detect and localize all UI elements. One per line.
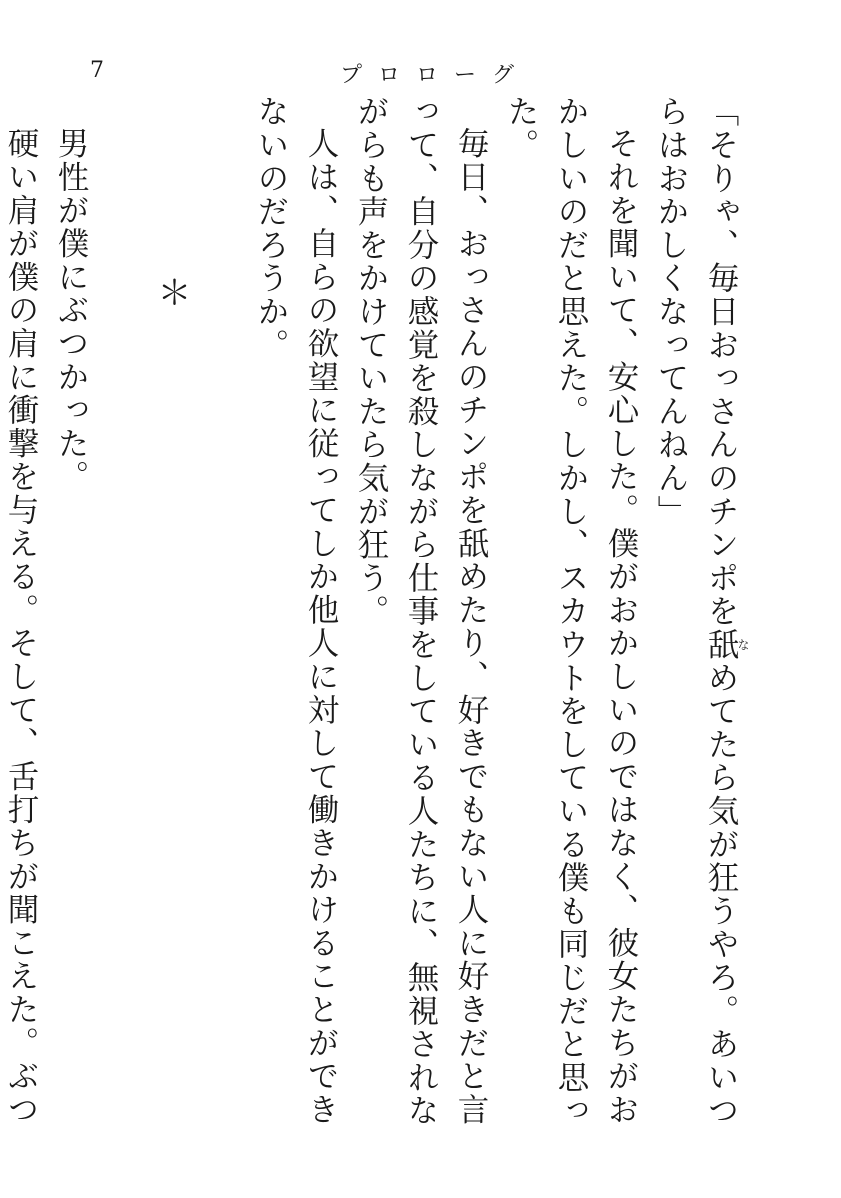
chapter-title: プロローグ — [340, 63, 531, 88]
paragraph: 人は、自らの欲望に従ってしか他人に対して働きかけることができないのだろうか。 — [253, 95, 339, 1126]
body-text — [3, 95, 750, 1135]
paragraph: 「そりゃ、毎日おっさんのチンポを舐なめてたら気が狂うやろ。あいつらはおかしくなってんねん」 — [653, 95, 750, 1128]
paragraph: 男性が僕にぶつかった。 — [53, 126, 89, 493]
blank-line — [96, 95, 146, 1135]
paragraph: 硬い肩が僕の肩に衝撃を与える。そして、舌打ちが聞こえた。ぶつ — [3, 126, 39, 1126]
page-number: 7 — [90, 58, 104, 83]
ruby-word: 舐な — [703, 627, 750, 662]
blank-line — [196, 95, 246, 1135]
paragraph: それを聞いて、安心した。僕がおかしいのではなく、彼女たちがおかしいのだと思えた。しかし、スカウトをしている僕も同じだと思った。 — [503, 95, 639, 1128]
section-separator: ＊ — [151, 275, 191, 311]
paragraph: 毎日、おっさんのチンポを舐めたり、好きでもない人に好きだと言って、自分の感覚を殺しながら仕事をしている人たちに、無視されながらも声をかけていたら気が狂う。 — [353, 95, 489, 1128]
